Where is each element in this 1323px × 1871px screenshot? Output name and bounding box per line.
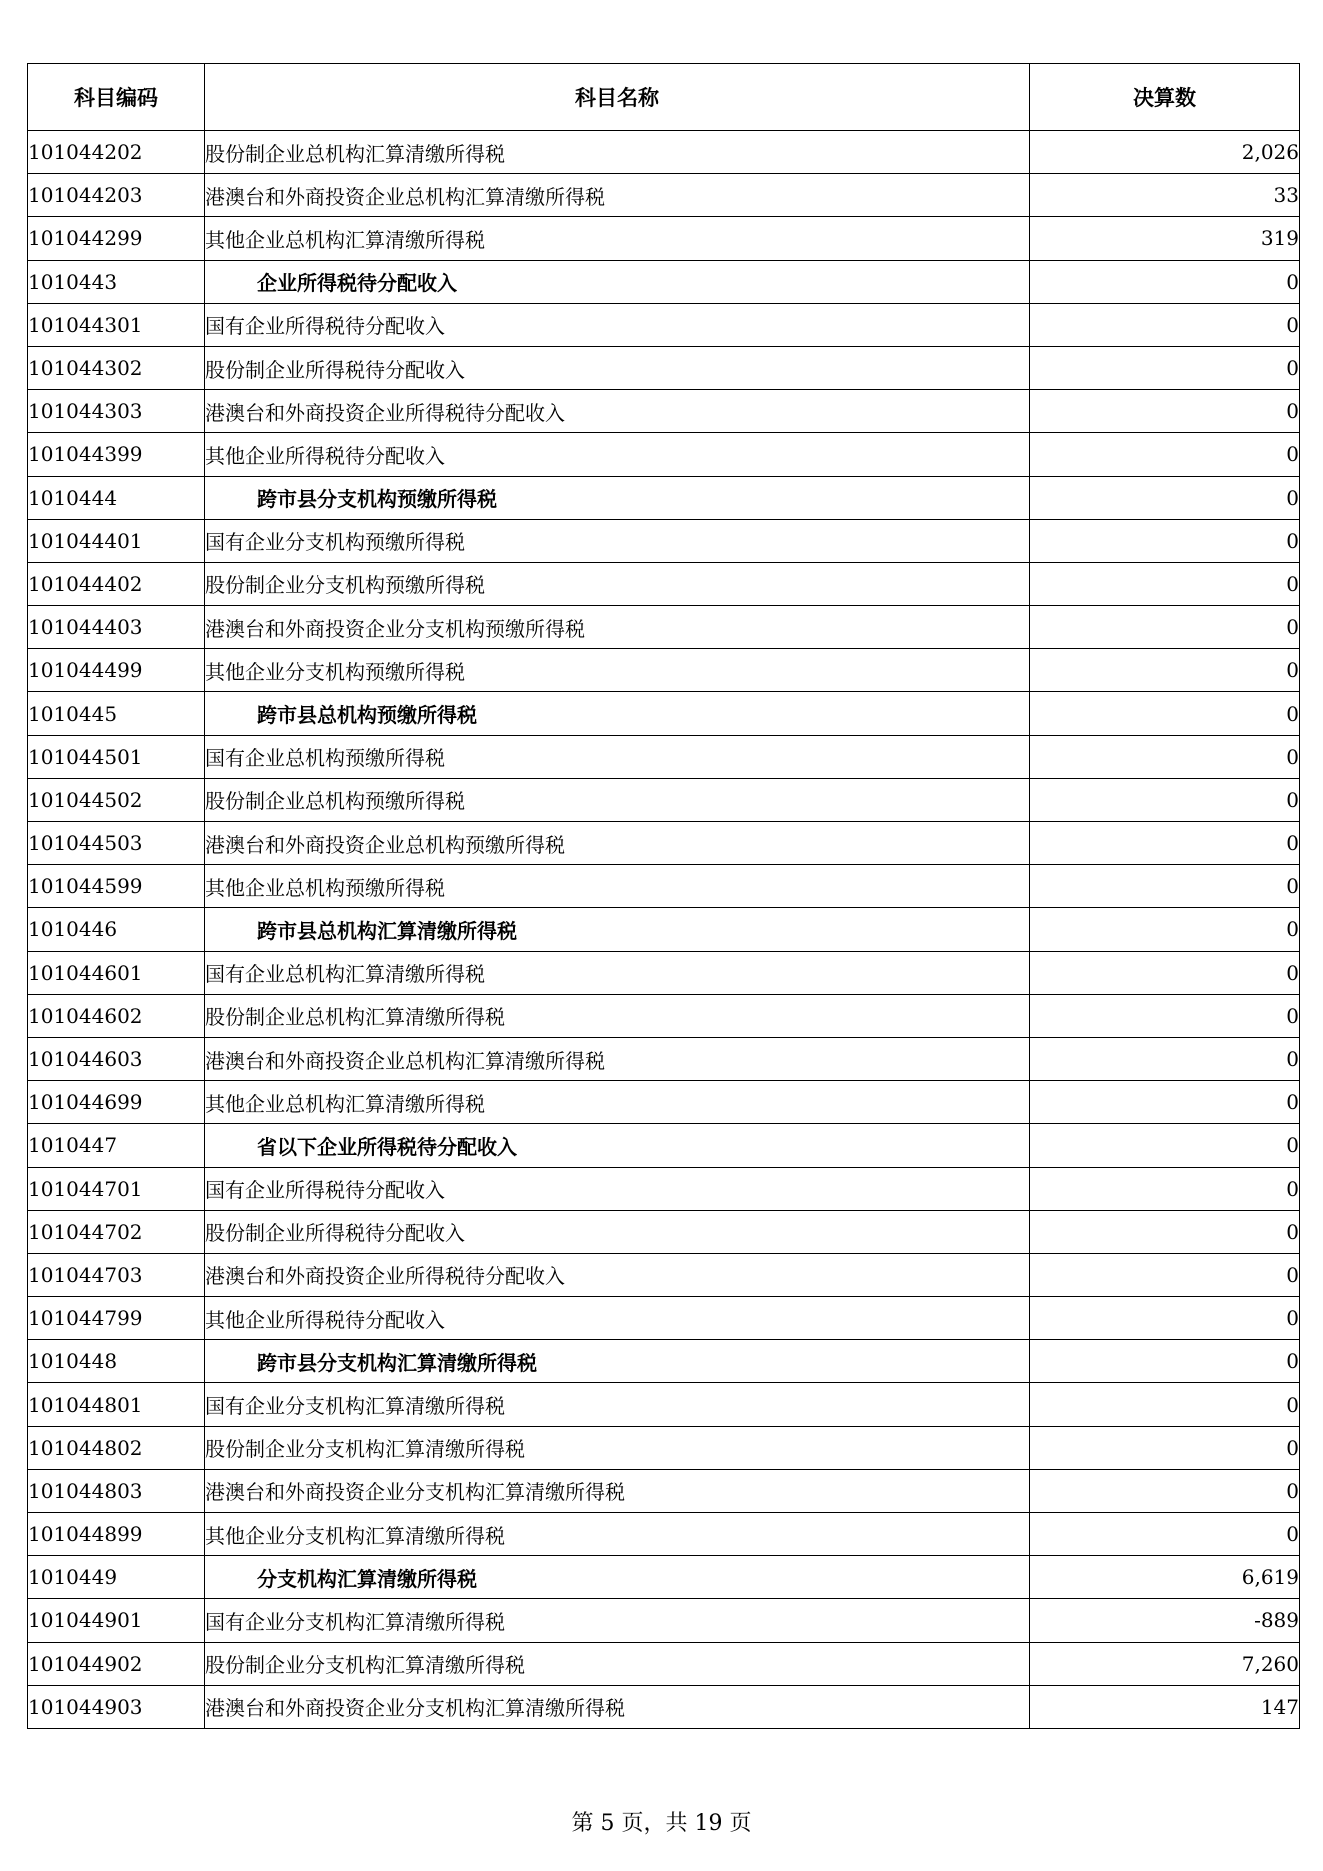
row-code: 101044401 bbox=[28, 519, 205, 562]
row-name: 其他企业总机构预缴所得税 bbox=[205, 865, 1030, 908]
table-row bbox=[28, 1426, 1300, 1469]
row-name: 其他企业总机构汇算清缴所得税 bbox=[205, 1081, 1030, 1124]
row-amount: 0 bbox=[1030, 346, 1300, 389]
row-amount: 319 bbox=[1030, 217, 1300, 260]
row-name: 港澳台和外商投资企业总机构汇算清缴所得税 bbox=[205, 174, 1030, 217]
row-name: 股份制企业分支机构预缴所得税 bbox=[205, 562, 1030, 605]
row-name: 国有企业分支机构汇算清缴所得税 bbox=[205, 1383, 1030, 1426]
table-row bbox=[28, 1253, 1300, 1296]
row-name: 国有企业总机构预缴所得税 bbox=[205, 735, 1030, 778]
table-row bbox=[28, 519, 1300, 562]
budget-table bbox=[27, 63, 1300, 1729]
row-code: 101044602 bbox=[28, 994, 205, 1037]
row-amount: 0 bbox=[1030, 865, 1300, 908]
row-amount: 0 bbox=[1030, 1167, 1300, 1210]
row-code: 101044803 bbox=[28, 1469, 205, 1512]
row-name: 企业所得税待分配收入 bbox=[205, 260, 1030, 303]
table-row bbox=[28, 735, 1300, 778]
table-row bbox=[28, 433, 1300, 476]
row-name: 股份制企业所得税待分配收入 bbox=[205, 1210, 1030, 1253]
header-code: 科目编码 bbox=[28, 64, 205, 131]
row-amount: 0 bbox=[1030, 778, 1300, 821]
table-header-row bbox=[28, 64, 1300, 131]
row-name: 港澳台和外商投资企业所得税待分配收入 bbox=[205, 1253, 1030, 1296]
table-row bbox=[28, 1642, 1300, 1685]
row-name: 其他企业分支机构预缴所得税 bbox=[205, 649, 1030, 692]
table-row bbox=[28, 649, 1300, 692]
row-name: 股份制企业总机构预缴所得税 bbox=[205, 778, 1030, 821]
table-row bbox=[28, 1513, 1300, 1556]
row-name: 其他企业所得税待分配收入 bbox=[205, 1297, 1030, 1340]
row-code: 101044702 bbox=[28, 1210, 205, 1253]
row-name: 股份制企业总机构汇算清缴所得税 bbox=[205, 994, 1030, 1037]
row-amount: 0 bbox=[1030, 1383, 1300, 1426]
table-row bbox=[28, 217, 1300, 260]
row-code: 101044601 bbox=[28, 951, 205, 994]
row-name: 港澳台和外商投资企业分支机构汇算清缴所得税 bbox=[205, 1469, 1030, 1512]
table-row bbox=[28, 1210, 1300, 1253]
row-name: 其他企业分支机构汇算清缴所得税 bbox=[205, 1513, 1030, 1556]
row-name: 股份制企业分支机构汇算清缴所得税 bbox=[205, 1426, 1030, 1469]
row-name: 港澳台和外商投资企业总机构汇算清缴所得税 bbox=[205, 1037, 1030, 1080]
table-row bbox=[28, 692, 1300, 735]
row-amount: 7,260 bbox=[1030, 1642, 1300, 1685]
row-name: 省以下企业所得税待分配收入 bbox=[205, 1124, 1030, 1167]
row-name: 国有企业所得税待分配收入 bbox=[205, 1167, 1030, 1210]
row-code: 101044202 bbox=[28, 131, 205, 174]
row-code: 101044503 bbox=[28, 822, 205, 865]
row-amount: 0 bbox=[1030, 1297, 1300, 1340]
row-amount: 0 bbox=[1030, 1124, 1300, 1167]
row-amount: 0 bbox=[1030, 562, 1300, 605]
row-amount: 0 bbox=[1030, 908, 1300, 951]
row-amount: 0 bbox=[1030, 994, 1300, 1037]
row-amount: 0 bbox=[1030, 1340, 1300, 1383]
row-name: 国有企业所得税待分配收入 bbox=[205, 303, 1030, 346]
row-amount: 0 bbox=[1030, 1037, 1300, 1080]
row-name: 港澳台和外商投资企业所得税待分配收入 bbox=[205, 390, 1030, 433]
row-code: 101044799 bbox=[28, 1297, 205, 1340]
row-code: 101044302 bbox=[28, 346, 205, 389]
row-amount: 0 bbox=[1030, 433, 1300, 476]
row-code: 101044203 bbox=[28, 174, 205, 217]
row-name: 跨市县总机构预缴所得税 bbox=[205, 692, 1030, 735]
row-name: 其他企业所得税待分配收入 bbox=[205, 433, 1030, 476]
row-code: 1010445 bbox=[28, 692, 205, 735]
table-row bbox=[28, 131, 1300, 174]
row-amount: 0 bbox=[1030, 1426, 1300, 1469]
row-name: 股份制企业所得税待分配收入 bbox=[205, 346, 1030, 389]
header-amount: 决算数 bbox=[1030, 64, 1300, 131]
table-row bbox=[28, 1556, 1300, 1599]
page-number: 第 5 页，共 19 页 bbox=[571, 1811, 752, 1836]
row-code: 101044699 bbox=[28, 1081, 205, 1124]
row-code: 101044301 bbox=[28, 303, 205, 346]
row-code: 101044701 bbox=[28, 1167, 205, 1210]
row-code: 1010446 bbox=[28, 908, 205, 951]
row-amount: 0 bbox=[1030, 390, 1300, 433]
table-row bbox=[28, 260, 1300, 303]
row-code: 1010444 bbox=[28, 476, 205, 519]
row-amount: 0 bbox=[1030, 692, 1300, 735]
row-code: 101044599 bbox=[28, 865, 205, 908]
row-name: 港澳台和外商投资企业分支机构预缴所得税 bbox=[205, 606, 1030, 649]
table-row bbox=[28, 1469, 1300, 1512]
row-name: 股份制企业分支机构汇算清缴所得税 bbox=[205, 1642, 1030, 1685]
row-amount: 33 bbox=[1030, 174, 1300, 217]
table-row bbox=[28, 346, 1300, 389]
row-amount: 0 bbox=[1030, 606, 1300, 649]
table-row bbox=[28, 1383, 1300, 1426]
table-row bbox=[28, 1124, 1300, 1167]
row-code: 101044802 bbox=[28, 1426, 205, 1469]
row-amount: 0 bbox=[1030, 260, 1300, 303]
table-row bbox=[28, 303, 1300, 346]
row-code: 1010447 bbox=[28, 1124, 205, 1167]
table-row bbox=[28, 1081, 1300, 1124]
table-row bbox=[28, 1685, 1300, 1728]
table-row bbox=[28, 1297, 1300, 1340]
row-code: 101044501 bbox=[28, 735, 205, 778]
row-amount: 0 bbox=[1030, 303, 1300, 346]
table-row bbox=[28, 822, 1300, 865]
table-row bbox=[28, 390, 1300, 433]
row-name: 股份制企业总机构汇算清缴所得税 bbox=[205, 131, 1030, 174]
row-amount: 0 bbox=[1030, 649, 1300, 692]
table-row bbox=[28, 174, 1300, 217]
row-code: 101044299 bbox=[28, 217, 205, 260]
table-body bbox=[28, 131, 1300, 1729]
row-name: 跨市县分支机构汇算清缴所得税 bbox=[205, 1340, 1030, 1383]
table-row bbox=[28, 951, 1300, 994]
row-name: 国有企业分支机构汇算清缴所得税 bbox=[205, 1599, 1030, 1642]
row-code: 101044499 bbox=[28, 649, 205, 692]
row-code: 101044603 bbox=[28, 1037, 205, 1080]
row-code: 101044899 bbox=[28, 1513, 205, 1556]
row-amount: 2,026 bbox=[1030, 131, 1300, 174]
row-name: 分支机构汇算清缴所得税 bbox=[205, 1556, 1030, 1599]
row-name: 国有企业总机构汇算清缴所得税 bbox=[205, 951, 1030, 994]
row-code: 101044402 bbox=[28, 562, 205, 605]
row-amount: 0 bbox=[1030, 1513, 1300, 1556]
table-row bbox=[28, 1167, 1300, 1210]
row-amount: 0 bbox=[1030, 1210, 1300, 1253]
row-amount: 0 bbox=[1030, 1253, 1300, 1296]
row-code: 101044403 bbox=[28, 606, 205, 649]
header-name: 科目名称 bbox=[205, 64, 1030, 131]
row-amount: 0 bbox=[1030, 951, 1300, 994]
row-amount: 0 bbox=[1030, 519, 1300, 562]
row-code: 101044903 bbox=[28, 1685, 205, 1728]
row-amount: 147 bbox=[1030, 1685, 1300, 1728]
table-row bbox=[28, 476, 1300, 519]
row-code: 101044399 bbox=[28, 433, 205, 476]
row-amount: 0 bbox=[1030, 735, 1300, 778]
table-row bbox=[28, 994, 1300, 1037]
table-row bbox=[28, 562, 1300, 605]
table-row bbox=[28, 908, 1300, 951]
table-row bbox=[28, 778, 1300, 821]
row-amount: 6,619 bbox=[1030, 1556, 1300, 1599]
row-name: 其他企业总机构汇算清缴所得税 bbox=[205, 217, 1030, 260]
row-name: 港澳台和外商投资企业分支机构汇算清缴所得税 bbox=[205, 1685, 1030, 1728]
row-name: 国有企业分支机构预缴所得税 bbox=[205, 519, 1030, 562]
row-amount: 0 bbox=[1030, 476, 1300, 519]
row-code: 1010443 bbox=[28, 260, 205, 303]
table-row bbox=[28, 1037, 1300, 1080]
row-amount: 0 bbox=[1030, 1469, 1300, 1512]
table-row bbox=[28, 606, 1300, 649]
row-code: 101044901 bbox=[28, 1599, 205, 1642]
row-amount: 0 bbox=[1030, 822, 1300, 865]
row-code: 101044703 bbox=[28, 1253, 205, 1296]
row-name: 港澳台和外商投资企业总机构预缴所得税 bbox=[205, 822, 1030, 865]
row-amount: -889 bbox=[1030, 1599, 1300, 1642]
table-row bbox=[28, 865, 1300, 908]
row-code: 101044902 bbox=[28, 1642, 205, 1685]
row-amount: 0 bbox=[1030, 1081, 1300, 1124]
row-name: 跨市县总机构汇算清缴所得税 bbox=[205, 908, 1030, 951]
row-code: 1010449 bbox=[28, 1556, 205, 1599]
row-code: 101044303 bbox=[28, 390, 205, 433]
row-code: 1010448 bbox=[28, 1340, 205, 1383]
row-code: 101044801 bbox=[28, 1383, 205, 1426]
table-row bbox=[28, 1599, 1300, 1642]
row-code: 101044502 bbox=[28, 778, 205, 821]
row-name: 跨市县分支机构预缴所得税 bbox=[205, 476, 1030, 519]
table-row bbox=[28, 1340, 1300, 1383]
